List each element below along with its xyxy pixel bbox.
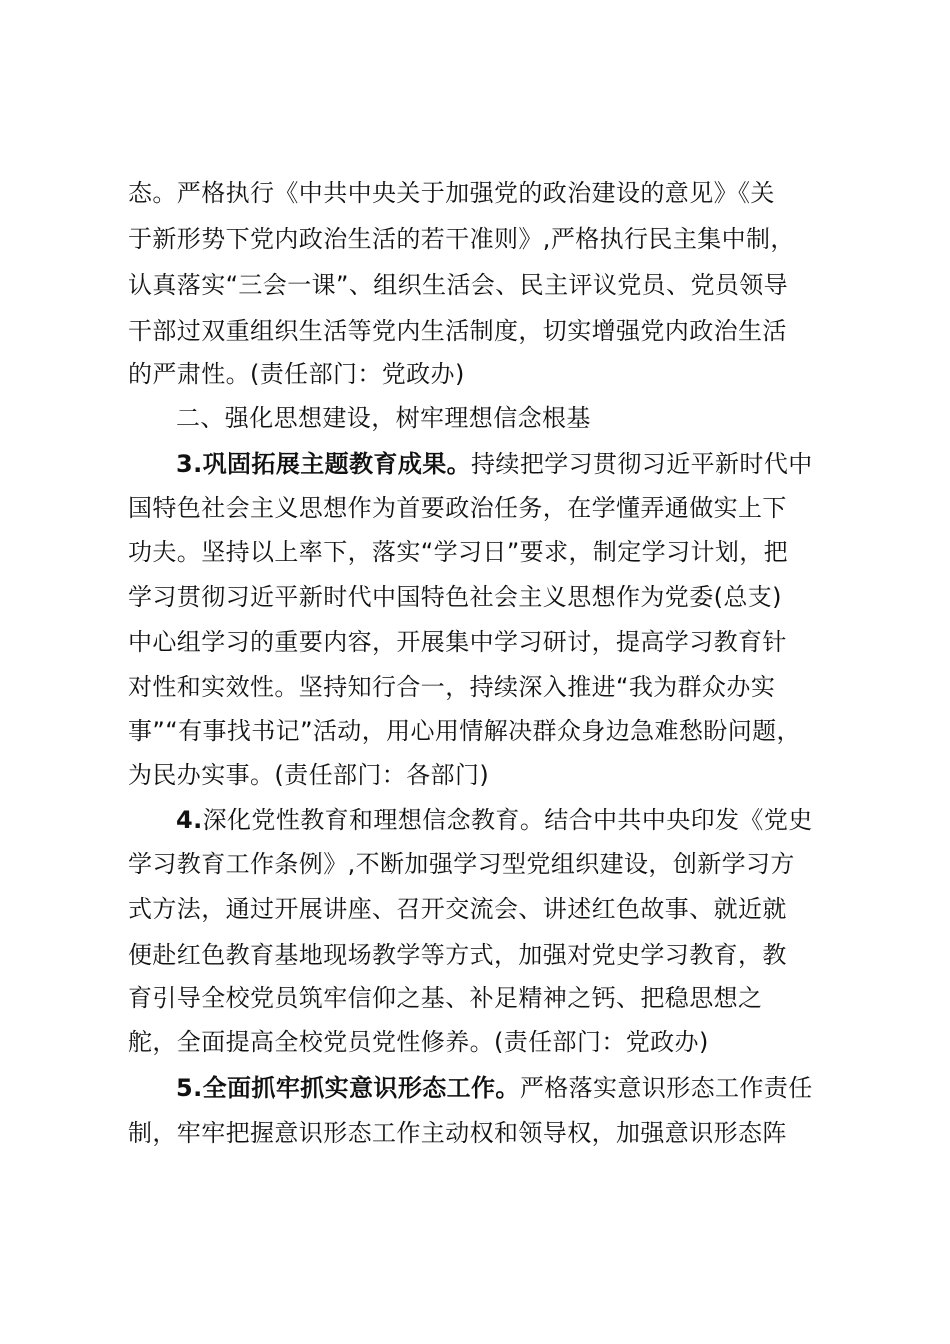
item-4-text: 深化党性教育和理想信念教育。结合中共中央印发《党史 <box>202 806 813 834</box>
paragraph-line: 对性和实效性。坚持知行合一，持续深入推进“我为群众办实 <box>128 673 776 701</box>
paragraph-line: 国特色社会主义思想作为首要政治任务，在学懂弄通做实上下 <box>128 494 787 522</box>
paragraph-line: 舵，全面提高全校党员党性修养。(责任部门：党政办) <box>128 1028 709 1056</box>
item-5-heading: 5.全面抓牢抓实意识形态工作。 <box>176 1074 520 1102</box>
paragraph-line: 功夫。坚持以上率下，落实“学习日”要求，制定学习计划，把 <box>128 538 789 566</box>
item-4-number: 4. <box>176 806 203 834</box>
paragraph-line: 学习贯彻习近平新时代中国特色社会主义思想作为党委(总支) <box>128 583 782 611</box>
paragraph-line: 便赴红色教育基地现场教学等方式，加强对党史学习教育，教 <box>128 941 787 969</box>
paragraph-line: 认真落实“三会一课”、组织生活会、民主评议党员、党员领导 <box>128 271 789 299</box>
paragraph-line: 事”“有事找书记”活动，用心用情解决群众身边急难愁盼问题， <box>128 717 801 745</box>
paragraph-line: 态。严格执行《中共中央关于加强党的政治建设的意见》《关 <box>128 179 775 207</box>
paragraph-line: 式方法，通过开展讲座、召开交流会、讲述红色故事、就近就 <box>128 895 787 923</box>
paragraph-line: 于新形势下党内政治生活的若干准则》,严格执行民主集中制， <box>128 225 795 253</box>
item-4-first-line <box>176 805 813 835</box>
item-3-heading: 3.巩固拓展主题教育成果。 <box>176 450 472 478</box>
paragraph-line: 制，牢牢把握意识形态工作主动权和领导权，加强意识形态阵 <box>128 1119 787 1147</box>
item-5-first-line <box>176 1073 813 1103</box>
section-heading: 二、强化思想建设，树牢理想信念根基 <box>176 404 591 432</box>
item-5-text: 严格落实意识形态工作责任 <box>519 1074 813 1102</box>
paragraph-line: 中心组学习的重要内容，开展集中学习研讨，提高学习教育针 <box>128 628 787 656</box>
item-3-text: 持续把学习贯彻习近平新时代中 <box>471 450 813 478</box>
paragraph-line: 学习教育工作条例》,不断加强学习型党组织建设，创新学习方 <box>128 850 795 878</box>
item-3-first-line <box>176 449 813 479</box>
paragraph-line: 育引导全校党员筑牢信仰之基、补足精神之钙、把稳思想之 <box>128 984 763 1012</box>
paragraph-line: 干部过双重组织生活等党内生活制度，切实增强党内政治生活 <box>128 317 787 345</box>
paragraph-line: 为民办实事。(责任部门：各部门) <box>128 761 490 789</box>
paragraph-line: 的严肃性。(责任部门：党政办) <box>128 360 465 388</box>
